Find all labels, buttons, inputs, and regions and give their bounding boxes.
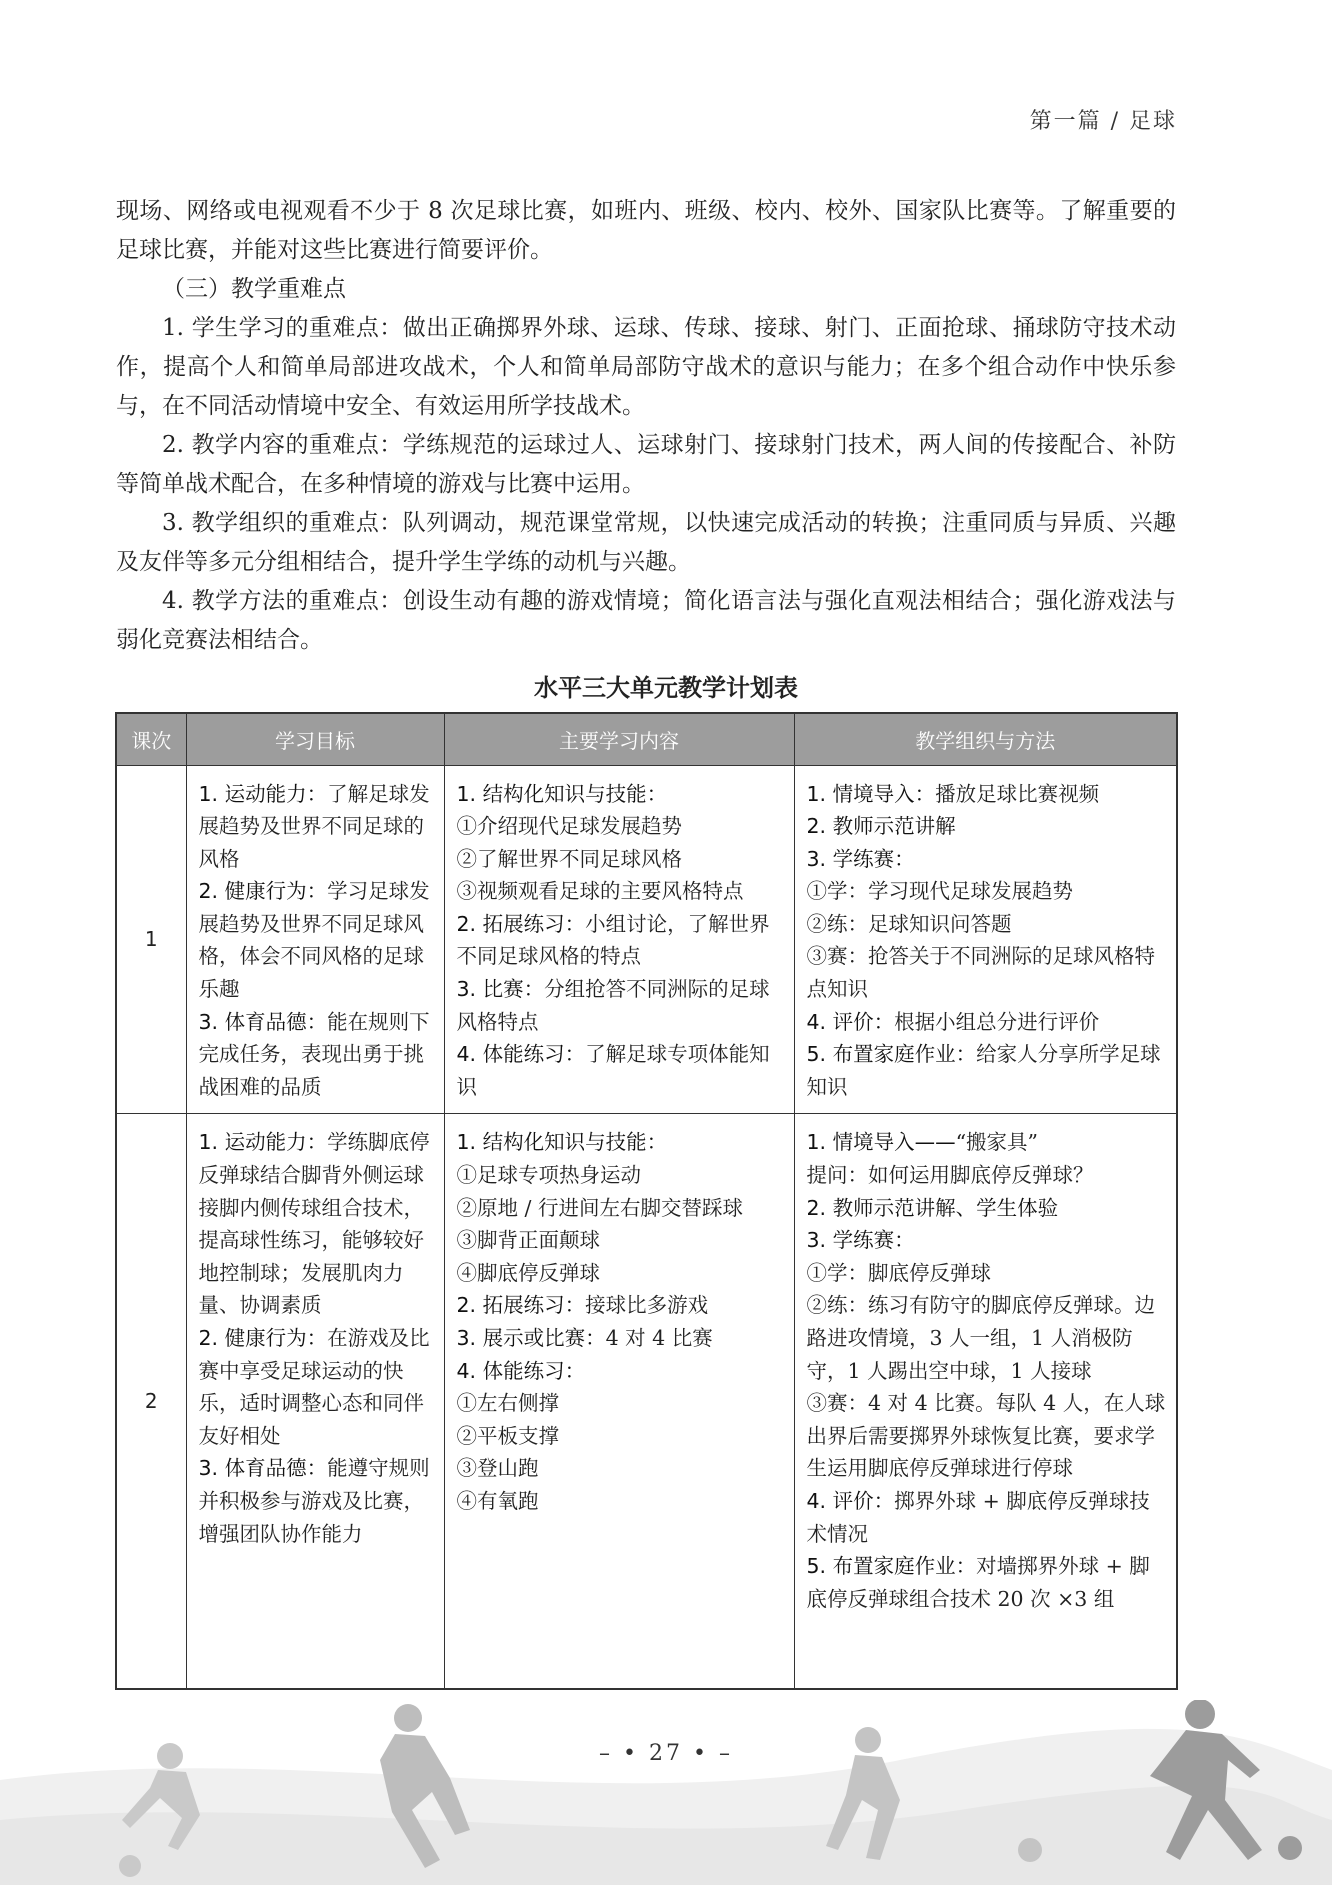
line-text: 接球比多游戏 bbox=[585, 1293, 709, 1318]
line-label: 2. 教师示范讲解 bbox=[806, 814, 956, 839]
page-number: – • 27 • – bbox=[599, 1741, 733, 1766]
cell-line bbox=[457, 778, 784, 811]
cell-line bbox=[807, 1257, 1167, 1290]
content-cell bbox=[444, 765, 794, 1114]
line-text: ③视频观看足球的主要风格特点 bbox=[456, 879, 744, 904]
line-text: 能遵守规则并积极参与游戏及比赛，增强团队协作能力 bbox=[198, 1456, 430, 1546]
cell-line bbox=[457, 1452, 784, 1485]
line-text: ④脚底停反弹球 bbox=[456, 1260, 600, 1285]
line-text: 了解足球专项体能知识 bbox=[456, 1042, 770, 1099]
line-label: 2. 拓展练习： bbox=[456, 911, 586, 936]
line-text: “搬家具” bbox=[955, 1130, 1039, 1155]
lesson-number-cell: 2 bbox=[116, 1114, 186, 1689]
cell-line bbox=[457, 1355, 784, 1388]
header-cell: 课次 bbox=[116, 713, 186, 765]
methods-cell bbox=[794, 765, 1177, 1114]
cell-line bbox=[457, 1192, 784, 1225]
cell-line bbox=[199, 875, 434, 1005]
line-label: 4. 体能练习： bbox=[456, 1042, 586, 1067]
paragraph: 4. 教学方法的重难点：创设生动有趣的游戏情境；简化语言法与强化直观法相结合；强化游戏法与弱化竞赛法相结合。 bbox=[116, 588, 1176, 653]
table-header-row bbox=[116, 713, 1177, 765]
section-heading: （三）教学重难点 bbox=[162, 276, 346, 302]
cell-line bbox=[199, 1452, 434, 1550]
line-text: 根据小组总分进行评价 bbox=[894, 1009, 1100, 1034]
cell-line bbox=[457, 1159, 784, 1192]
line-text: ②练：足球知识问答题 bbox=[806, 911, 1012, 936]
footer-decoration bbox=[0, 1700, 1332, 1885]
line-text: 播放足球比赛视频 bbox=[935, 781, 1100, 806]
cell-line bbox=[807, 1387, 1167, 1485]
table-row bbox=[116, 1114, 1177, 1689]
cell-line bbox=[457, 810, 784, 843]
line-text: 提问：如何运用脚底停反弹球？ bbox=[806, 1163, 1094, 1188]
line-label: 4. 评价： bbox=[806, 1009, 895, 1034]
line-label: 1. 情境导入—— bbox=[806, 1130, 956, 1155]
cell-line bbox=[807, 940, 1167, 1005]
line-label: 3. 学练赛： bbox=[806, 1228, 915, 1253]
line-label: 3. 比赛： bbox=[456, 977, 545, 1002]
cell-line bbox=[457, 1038, 784, 1103]
cell-line bbox=[457, 1289, 784, 1322]
cell-line bbox=[457, 1322, 784, 1355]
line-label: 4. 评价： bbox=[806, 1488, 895, 1513]
line-label: 4. 体能练习： bbox=[456, 1358, 586, 1383]
goals-cell bbox=[186, 1114, 444, 1689]
cell-line bbox=[457, 843, 784, 876]
content-cell bbox=[444, 1114, 794, 1689]
cell-line bbox=[457, 1126, 784, 1159]
line-label: 2. 教师示范讲解、学生体验 bbox=[806, 1195, 1059, 1220]
cell-line bbox=[199, 778, 434, 876]
line-label: 1. 结构化知识与技能： bbox=[456, 1130, 668, 1155]
paragraph: 3. 教学组织的重难点：队列调动，规范课堂常规，以快速完成活动的转换；注重同质与异质、兴趣及友伴等多元分组相结合，提升学生学练的动机与兴趣。 bbox=[116, 510, 1176, 575]
cell-line bbox=[199, 1006, 434, 1104]
line-text: ③登山跑 bbox=[456, 1456, 539, 1481]
cell-line bbox=[807, 875, 1167, 908]
line-label: 2. 健康行为： bbox=[198, 1326, 328, 1350]
running-header: 第一篇 / 足球 bbox=[1029, 109, 1177, 134]
line-text: 对墙掷界外球 + 脚底停反弹球组合技术 20 次 ×3 组 bbox=[806, 1554, 1150, 1611]
line-text: 在游戏及比赛中享受足球运动的快乐，适时调整心态和同伴友好相处 bbox=[198, 1326, 430, 1448]
cell-line bbox=[807, 1289, 1167, 1387]
cell-line bbox=[199, 1322, 434, 1452]
line-text: 掷界外球 + 脚底停反弹球技术情况 bbox=[806, 1488, 1150, 1546]
line-text: ④有氧跑 bbox=[456, 1488, 539, 1513]
table-title: 水平三大单元教学计划表 bbox=[534, 674, 798, 702]
line-text: 给家人分享所学足球知识 bbox=[806, 1042, 1161, 1099]
cell-line bbox=[807, 908, 1167, 941]
table-row bbox=[116, 765, 1177, 1114]
line-text: ②原地 / 行进间左右脚交替踩球 bbox=[456, 1195, 743, 1220]
cell-line bbox=[457, 1485, 784, 1518]
cell-line bbox=[807, 1485, 1167, 1550]
cell-line bbox=[457, 973, 784, 1038]
line-text: ③脚背正面颠球 bbox=[456, 1228, 600, 1253]
cell-line bbox=[807, 1006, 1167, 1039]
cell-line bbox=[457, 908, 784, 973]
line-label: 3. 体育品德： bbox=[198, 1009, 328, 1034]
line-label: 1. 情境导入： bbox=[806, 781, 936, 806]
cell-line bbox=[807, 843, 1167, 876]
line-label: 2. 拓展练习： bbox=[456, 1293, 586, 1318]
line-text: ①左右侧撑 bbox=[456, 1391, 559, 1416]
lesson-number-cell: 1 bbox=[116, 765, 186, 1114]
cell-line bbox=[457, 875, 784, 908]
cell-line bbox=[807, 1550, 1167, 1615]
line-text: ①学：学习现代足球发展趋势 bbox=[806, 879, 1073, 904]
line-label: 5. 布置家庭作业： bbox=[806, 1554, 977, 1579]
cell-line bbox=[199, 1126, 434, 1322]
cell-line bbox=[457, 1224, 784, 1257]
header-cell: 学习目标 bbox=[186, 713, 444, 765]
teaching-plan-table bbox=[115, 712, 1178, 1690]
paragraph: 2. 教学内容的重难点：学练规范的运球过人、运球射门、接球射门技术，两人间的传接配合、补防等简单战术配合，在多种情境的游戏与比赛中运用。 bbox=[116, 432, 1176, 497]
line-text: 4 对 4 比赛 bbox=[605, 1326, 713, 1350]
line-label: 2. 健康行为： bbox=[198, 879, 328, 904]
line-text: 了解足球发展趋势及世界不同足球的风格 bbox=[198, 781, 430, 871]
line-label: 1. 运动能力： bbox=[198, 781, 328, 806]
line-label: 5. 布置家庭作业： bbox=[806, 1042, 977, 1067]
line-label: 3. 体育品德： bbox=[198, 1456, 328, 1481]
line-text: ①学：脚底停反弹球 bbox=[806, 1260, 991, 1285]
paragraph: 1. 学生学习的重难点：做出正确掷界外球、运球、传球、接球、射门、正面抢球、捅球防守技术动作，提高个人和简单局部进攻战术，个人和简单局部防守战术的意识与能力；在多个组合动作中快乐参与，在不同活动情境中安全、有效运用所学技战术。 bbox=[116, 315, 1176, 419]
cell-line bbox=[807, 810, 1167, 843]
cell-line bbox=[807, 1159, 1167, 1192]
line-text: ②了解世界不同足球风格 bbox=[456, 846, 682, 871]
line-text: ②平板支撑 bbox=[456, 1423, 559, 1448]
body-text bbox=[116, 192, 1176, 660]
line-text: 分组抢答不同洲际的足球风格特点 bbox=[456, 977, 770, 1034]
cell-line bbox=[807, 1224, 1167, 1257]
line-text: 小组讨论，了解世界不同足球风格的特点 bbox=[456, 911, 770, 969]
line-text: 学习足球发展趋势及世界不同足球风格，体会不同风格的足球乐趣 bbox=[198, 879, 430, 1002]
line-label: 3. 展示或比赛： bbox=[456, 1326, 606, 1350]
paragraph: 现场、网络或电视观看不少于 8 次足球比赛，如班内、班级、校内、校外、国家队比赛等。了解重要的足球比赛，并能对这些比赛进行简要评价。 bbox=[116, 198, 1176, 263]
line-text: ①介绍现代足球发展趋势 bbox=[456, 814, 682, 839]
cell-line bbox=[457, 1387, 784, 1420]
header-cell: 教学组织与方法 bbox=[794, 713, 1177, 765]
line-label: 3. 学练赛： bbox=[806, 846, 915, 871]
line-text: ②练：练习有防守的脚底停反弹球。边路进攻情境，3 人一组，1 人消极防守，1 人踢出空中球，1 人接球 bbox=[806, 1293, 1155, 1383]
line-label: 1. 运动能力： bbox=[198, 1130, 328, 1155]
cell-line bbox=[807, 1126, 1167, 1159]
line-label: 1. 结构化知识与技能： bbox=[456, 781, 668, 806]
line-text: 学练脚底停反弹球结合脚背外侧运球接脚内侧传球组合技术，提高球性练习，能够较好地控制球；发展肌肉力量、协调素质 bbox=[198, 1130, 430, 1318]
cell-line bbox=[807, 778, 1167, 811]
line-text: ③赛：4 对 4 比赛。每队 4 人，在人球出界后需要掷界外球恢复比赛，要求学生运用脚底停反弹球进行停球 bbox=[806, 1391, 1166, 1481]
cell-line bbox=[457, 1257, 784, 1290]
line-text: 能在规则下完成任务，表现出勇于挑战困难的品质 bbox=[198, 1009, 430, 1099]
header-cell: 主要学习内容 bbox=[444, 713, 794, 765]
line-text: ③赛：抢答关于不同洲际的足球风格特点知识 bbox=[806, 944, 1155, 1002]
goals-cell bbox=[186, 765, 444, 1114]
cell-line bbox=[457, 1420, 784, 1453]
cell-line bbox=[807, 1038, 1167, 1103]
cell-line bbox=[807, 1192, 1167, 1225]
methods-cell bbox=[794, 1114, 1177, 1689]
line-text: ①足球专项热身运动 bbox=[456, 1163, 641, 1188]
